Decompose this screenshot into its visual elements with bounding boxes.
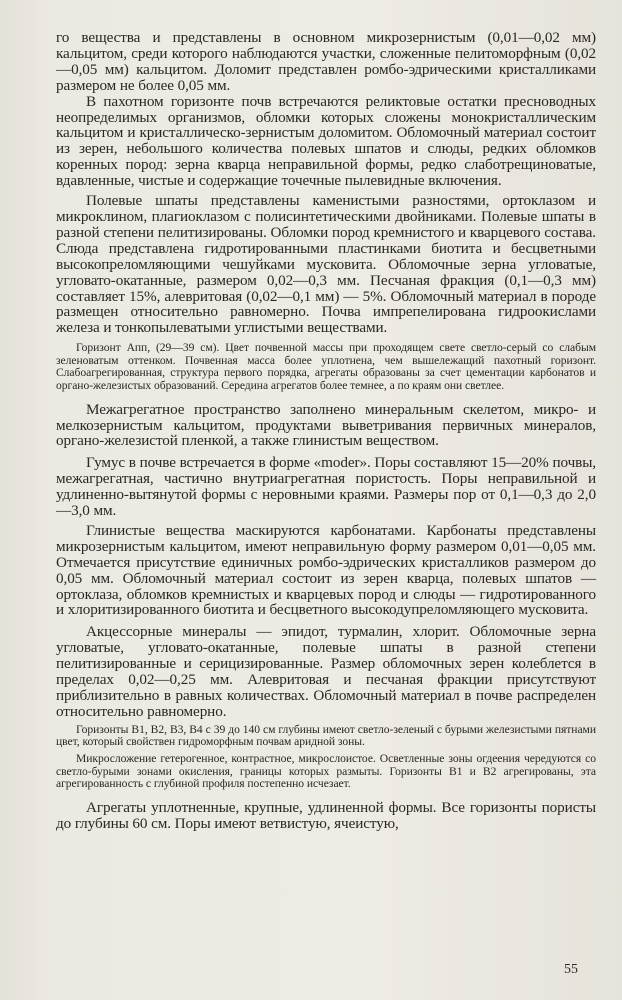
paragraph-4: Межагрегатное пространство заполнено минеральным скелетом, микро- и мелкозернистым кальцитом, продуктами выветривания первичных минералов, органо-железистой пленкой, а также глинистым веществом. — [56, 400, 596, 450]
paragraph-5: Гумус в почве встречается в форме «moder». Поры составляют 15—20% почвы, межагрегатная, частично внутриагрегатная пористость. Поры неправильной и удлиненно-вытянутой формы с неровными краями. Размеры пор от 0,1—0,3 до 2,0—3,0 мм. — [56, 454, 596, 520]
paragraph-2: В пахотном горизонте почв встречаются реликтовые остатки пресноводных неопределимых организмов, обломки которых сложены монокристаллическим кальцитом и кристаллическо-зернистым доломитом. Обломочный материал состоит из зерен, небольшого количества полевых шпатов и слюды, редких обломков коренных пород: зерна кварца неправильной формы, редко слаботрещиноватые, вдавленные, чистые и содержащие точечные пылевидные включения. — [56, 92, 596, 190]
paragraph-6: Глинистые вещества маскируются карбонатами. Карбонаты представлены микрозернистым кальцитом, имеют неправильную форму размером 0,01—0,05 мм. Отмечается присутствие единичных ромбо-эдрических кристалликов размером до 0,05 мм. Обломочный материал состоит из зерен кварца, полевых шпатов — ортоклаза, обломков кремнистых и кварцевых пород и слюды — гидротированного и хлоритизированного биотита и бесцветного высокодупреломляющего мусковита. — [56, 521, 596, 619]
paragraph-8: Агрегаты уплотненные, крупные, удлиненной формы. Все горизонты пористы до глубины 60 см. Поры имеют ветвистую, ячеистую, — [56, 798, 596, 832]
paragraph-3: Полевые шпаты представлены каменистыми разностями, ортоклазом и микроклином, плагиоклазом с полисинтетическими двойниками. Полевые шпаты в разной степени пелитизированы. Обломки пород кремнистого и кварцевого состава. Слюда представлена гидротированными пластинками биотита и бесцветными высокопреломляющими чешуйками мусковита. Обломочные зерна угловатые, угловато-окатанные, размером 0,02—0,3 мм. Песчаная фракция (0,1—0,3 мм) составляет 15%, алевритовая (0,02—0,1 мм) — 5%. Обломочный материал в породе размещен относительно равномерно. Почва импрепелирована гидроокислами железа и тонкопылеватыми углистыми веществами. — [56, 192, 596, 337]
horizon-note-3: Микросложение гетерогенное, контрастное, микрослоистое. Осветленные зоны огдеения чередуются со светло-бурыми зонами окисления, границы которых размыты. Горизонты B1 и B2 агрегированы, эта агрегированность с глубиной профиля постепенно исчезает. — [56, 752, 596, 791]
paragraph-1: го вещества и представлены в основном микрозернистым (0,01—0,02 мм) кальцитом, среди которого наблюдаются участки, сложенные пелитоморфным (0,02—0,05 мм) кальцитом. Доломит представлен ромбо-эдрическими кристалликами размером не более 0,05 мм. — [56, 29, 596, 94]
page-text-body — [56, 30, 596, 832]
paragraph-7: Акцессорные минералы — эпидот, турмалин, хлорит. Обломочные зерна угловатые, угловато-окатанные, полевые шпаты в разной степени пелитизированные и серицизированные. Размер обломочных зерен колеблется в пределах 0,02—0,25 мм. Алевритовая и песчаная фракции присутствуют приблизительно в равных количествах. Обломочный материал в почве распределен относительно равномерно. — [56, 623, 596, 720]
page-number: 55 — [564, 962, 578, 977]
horizon-note-2: Горизонты B1, B2, B3, B4 с 39 до 140 см глубины имеют светло-зеленый с бурыми железистыми пятнами цвет, который свойствен гидроморфным почвам аридной зоны. — [56, 722, 596, 749]
horizon-note-1: Горизонт Aпп, (29—39 см). Цвет почвенной массы при проходящем свете светло-серый со слабым зеленоватым оттенком. Почвенная масса более уплотнена, чем вышележащий пахотный горизонт. Слабоагрегированная, структура первого порядка, агрегаты образованы за счет цементации карбонатов и органо-железистых образований. Середина агрегатов более темнее, а по краям они светлее. — [56, 341, 596, 392]
